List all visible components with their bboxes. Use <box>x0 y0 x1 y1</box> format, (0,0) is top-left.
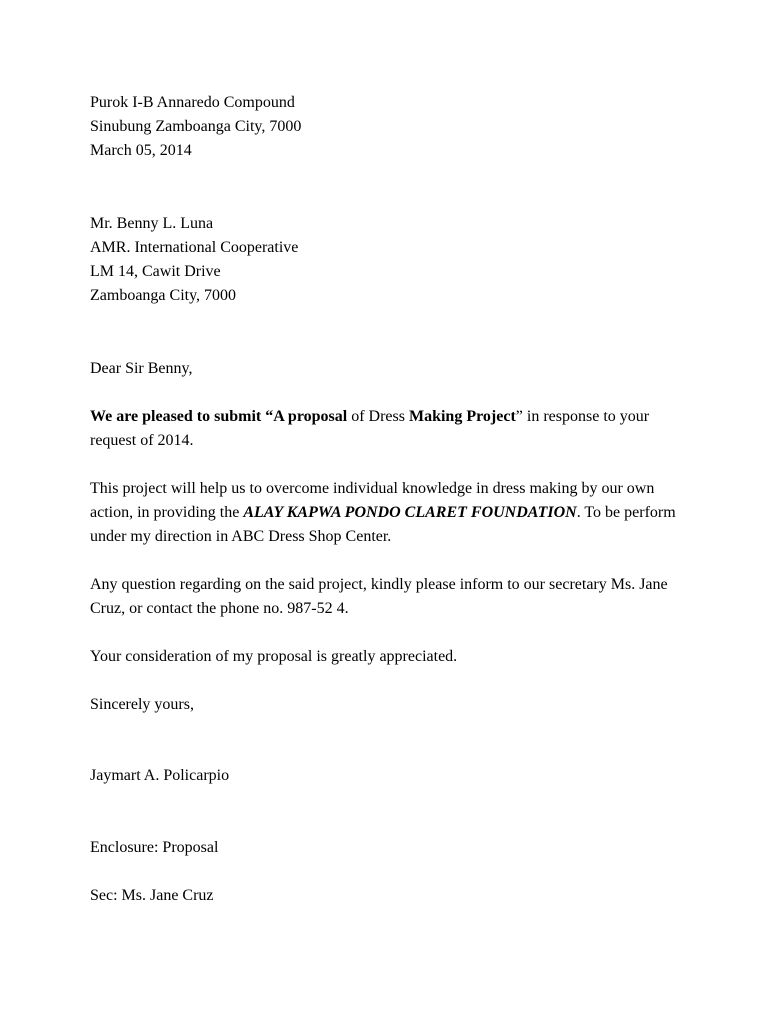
enclosure-line: Enclosure: Proposal <box>90 839 219 856</box>
paragraph-proposal-bold-project: Making Project <box>408 408 516 425</box>
sender-address-line2: Sinubung Zamboanga City, 7000 <box>90 118 302 135</box>
recipient-name: Mr. Benny L. Luna <box>90 215 214 232</box>
secretary-line: Sec: Ms. Jane Cruz <box>90 887 214 904</box>
paragraph-contact: Any question regarding on the said project, kindly please inform to our secretary Ms. Jane Cruz, or contact the phone no. 987-52 4. <box>90 576 668 617</box>
paragraph-proposal-text-b: ” in response to your request of 2014. <box>90 408 650 449</box>
closing: Sincerely yours, <box>90 696 194 713</box>
paragraph-project-text-a: This project will help us to overcome individual knowledge in dress making by our own action, in providing the <box>90 480 655 521</box>
letter-date: March 05, 2014 <box>90 142 192 159</box>
salutation: Dear Sir Benny, <box>90 360 193 377</box>
foundation-name: ALAY KAPWA PONDO CLARET FOUNDATION <box>243 504 577 521</box>
sender-address-line1: Purok I-B Annaredo Compound <box>90 94 295 111</box>
paragraph-appreciation: Your consideration of my proposal is greatly appreciated. <box>90 648 458 665</box>
paragraph-proposal-bold-intro: We are pleased to submit “A proposal <box>90 408 348 425</box>
paragraph-project-text-b: . To be perform under my direction in ABC Dress Shop Center. <box>90 504 676 545</box>
recipient-organization: AMR. International Cooperative <box>90 239 299 256</box>
paragraph-proposal <box>90 405 655 453</box>
paragraph-proposal-text-a: of Dress <box>347 408 409 425</box>
recipient-street: LM 14, Cawit Drive <box>90 263 221 280</box>
paragraph-project <box>90 477 690 549</box>
signature-name: Jaymart A. Policarpio <box>90 767 230 784</box>
recipient-city: Zamboanga City, 7000 <box>90 287 237 304</box>
